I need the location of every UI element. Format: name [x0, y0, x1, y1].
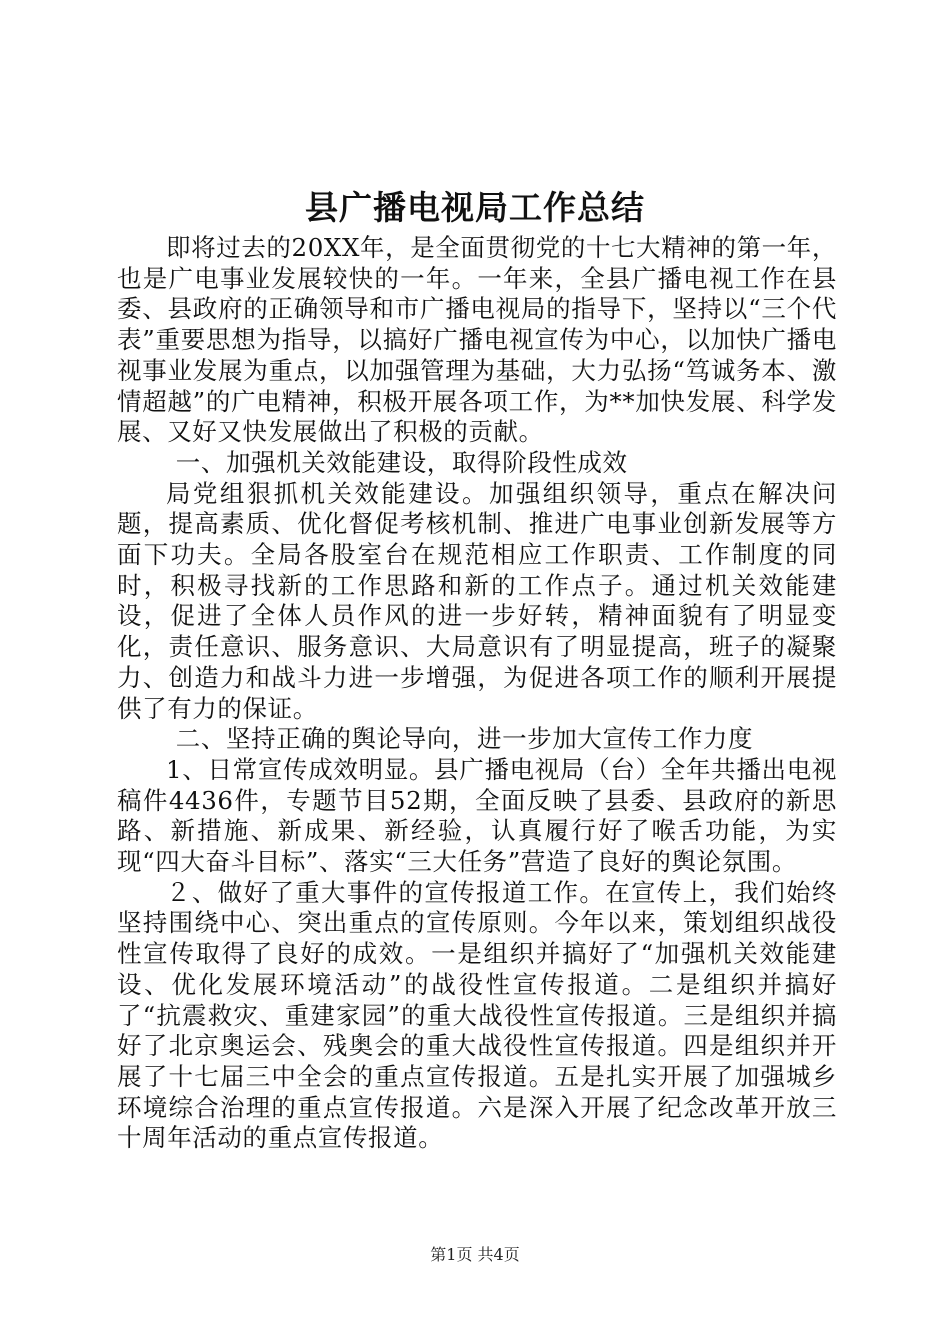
section-heading-1: 一、加强机关效能建设，取得阶段性成效 [175, 447, 628, 477]
document-body [117, 233, 837, 1154]
page-number-footer: 第1页 共4页 [430, 1245, 520, 1264]
section-2-item-1: 1、日常宣传成效明显。县广播电视局（台）全年共播出电视稿件4436件，专题节目52期，全面反映了县委、县政府的新思路、新措施、新成果、新经验，认真履行好了喉舌功能，为实现“四大奋斗目标”、落实“三大任务”营造了良好的舆论氛围。 [117, 754, 837, 877]
section-1-paragraph: 局党组狠抓机关效能建设。加强组织领导，重点在解决问题，提高素质、优化督促考核机制、推进广电事业创新发展等方面下功夫。全局各股室台在规范相应工作职责、工作制度的同时，积极寻找新的工作思路和新的工作点子。通过机关效能建设，促进了全体人员作风的进一步好转，精神面貌有了明显变化，责任意识、服务意识、大局意识有了明显提高，班子的凝聚力、创造力和战斗力进一步增强，为促进各项工作的顺利开展提供了有力的保证。 [117, 478, 837, 723]
intro-paragraph: 即将过去的20XX年，是全面贯彻党的十七大精神的第一年，也是广电事业发展较快的一年。一年来，全县广播电视工作在县委、县政府的正确领导和市广播电视局的指导下，坚持以“三个代表”重要思想为指导，以搞好广播电视宣传为中心，以加快广播电视事业发展为重点，以加强管理为基础，大力弘扬“笃诚务本、激情超越”的广电精神，积极开展各项工作，为**加快发展、科学发展、又好又快发展做出了积极的贡献。 [117, 233, 837, 447]
document-title: 县广播电视局工作总结 [305, 188, 645, 227]
section-heading-2: 二、坚持正确的舆论导向，进一步加大宣传工作力度 [175, 724, 754, 754]
section-2-item-2: ２、做好了重大事件的宣传报道工作。在宣传上，我们始终坚持围绕中心、突出重点的宣传原则。今年以来，策划组织战役性宣传取得了良好的成效。一是组织并搞好了“加强机关效能建设、优化发展环境活动”的战役性宣传报道。二是组织并搞好了“抗震救灾、重建家园”的重大战役性宣传报道。三是组织并搞好了北京奥运会、残奥会的重大战役性宣传报道。四是组织并开展了十七届三中全会的重点宣传报道。五是扎实开展了加强城乡环境综合治理的重点宣传报道。六是深入开展了纪念改革开放三十周年活动的重点宣传报道。 [117, 877, 837, 1153]
